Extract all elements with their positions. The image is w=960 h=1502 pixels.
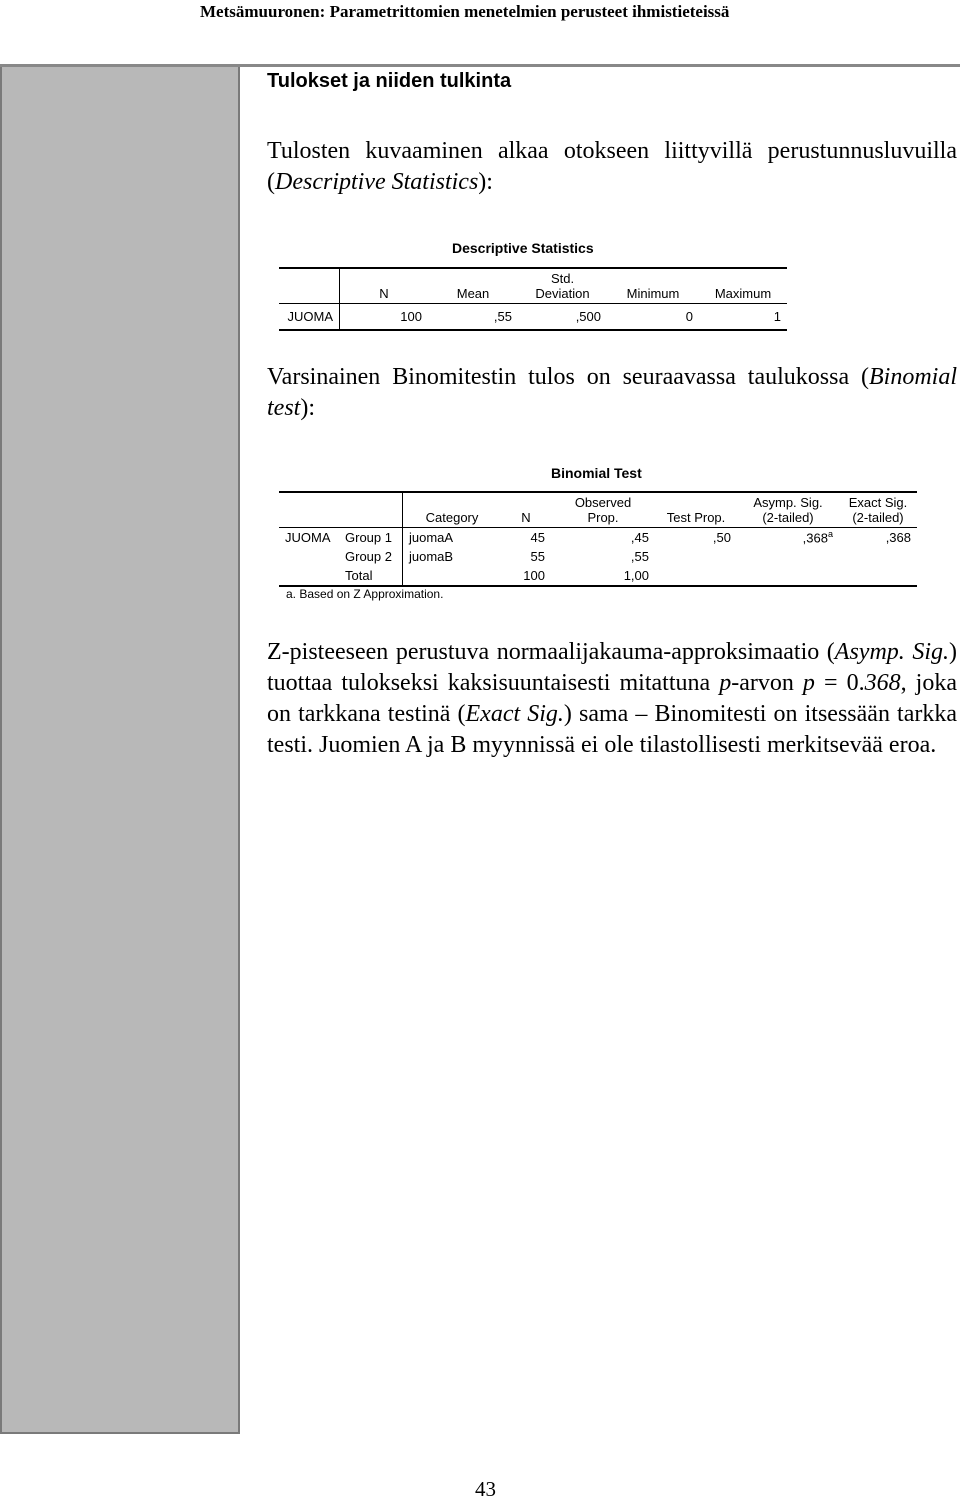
binomial-footnote: [286, 587, 443, 601]
bin-header-observed-2: Prop.: [587, 510, 619, 525]
running-header: [200, 2, 729, 22]
para3-i3: p: [802, 670, 815, 696]
bin-header-exact: [839, 492, 917, 528]
bin-header-testprop: Test Prop.: [666, 510, 726, 525]
bin-exact: ,368: [885, 530, 911, 545]
footnote-mark: a.: [286, 587, 297, 601]
binomial-table-title: Binomial Test: [551, 465, 642, 481]
desc-min: 0: [685, 309, 693, 324]
bin-n: 45: [530, 530, 545, 545]
para2-italic: Binomial test: [267, 364, 957, 421]
desc-header-max: Maximum: [714, 286, 772, 301]
bin-header-asymp-1: Asymp. Sig.: [753, 495, 823, 510]
bin-header-exact-2: (2-tailed): [852, 510, 904, 525]
desc-header-sd-1: Std.: [550, 271, 575, 286]
desc-header-min: Minimum: [626, 286, 680, 301]
bin-obs: ,45: [630, 530, 649, 545]
bin-header-category: Category: [403, 492, 502, 528]
bin-asymp-footnote-mark: a: [827, 529, 833, 540]
bin-empty: [279, 547, 339, 566]
bin-empty: [839, 547, 917, 566]
section-heading: Tulokset ja niiden tulkinta: [267, 70, 512, 92]
table-row: [279, 304, 787, 331]
desc-header-n: N: [340, 268, 429, 304]
paragraph-descriptive: [267, 136, 957, 198]
bin-empty: [403, 566, 502, 586]
bin-header-exact-1: Exact Sig.: [848, 495, 908, 510]
para1-italic: Descriptive Statistics: [275, 169, 479, 195]
para3-t2: ) tuottaa tulokseksi kaksisuuntaisesti mitattuna: [267, 639, 958, 696]
descriptive-statistics-table: [279, 267, 787, 331]
bin-group: Total: [345, 568, 373, 583]
descriptive-table-title: Descriptive Statistics: [452, 240, 594, 256]
para1-end: ):: [478, 169, 493, 195]
desc-n: 100: [340, 304, 429, 331]
bin-obs: ,55: [630, 549, 649, 564]
para3-i4: 368: [864, 670, 901, 696]
bin-category: juomaA: [403, 528, 502, 548]
binomial-test-table: [279, 491, 917, 587]
bin-n: 100: [523, 568, 545, 583]
bin-header-asymp: [737, 492, 839, 528]
table-row: [279, 528, 917, 548]
bin-empty: [655, 547, 737, 566]
bin-header-asymp-2: (2-tailed): [762, 510, 814, 525]
desc-row-label: JUOMA: [287, 309, 333, 324]
desc-header-mean: Mean: [456, 286, 490, 301]
desc-header-sd: [518, 268, 607, 304]
page-number: 43: [475, 1477, 496, 1501]
header-colon: :: [319, 2, 326, 21]
header-author: Metsämuuronen: [200, 2, 320, 21]
para3-i1: Asymp. Sig.: [834, 639, 950, 665]
bin-asymp-value: ,368: [802, 530, 828, 546]
para3-t5: , joka on tarkkana testinä (: [267, 670, 957, 727]
left-margin-bar: [0, 67, 240, 1434]
para2-end: ):: [300, 395, 315, 421]
bin-empty: [839, 566, 917, 586]
bin-obs: 1,00: [623, 568, 649, 583]
bin-empty: [279, 566, 339, 586]
para3-i2: p: [719, 670, 732, 696]
bin-header-n: N: [521, 510, 531, 525]
para2-text: Varsinainen Binomitestin tulos on seuraavassa taulukossa (: [267, 364, 869, 390]
bin-category: juomaB: [403, 547, 502, 566]
bin-testprop: ,50: [712, 530, 731, 545]
bin-n: 55: [530, 549, 545, 564]
para3-t6: ) sama – Binomitesti on itsessään tarkka testi. Juomien A ja B myynnissä ei ole tilastollisesti merkitsevää eroa.: [267, 701, 957, 758]
bin-empty: [737, 566, 839, 586]
desc-header-sd-2: Deviation: [535, 286, 590, 301]
bin-var-label: JUOMA: [285, 530, 331, 545]
para3-t1: Z-pisteeseen perustuva normaalijakauma-approksimaatio (: [267, 639, 835, 665]
para3-i5: Exact Sig.: [465, 701, 564, 727]
paragraph-interpretation: [267, 637, 957, 761]
paragraph-binomial-intro: [267, 362, 957, 424]
desc-max: 1: [773, 309, 781, 324]
bin-group: Group 1: [345, 530, 392, 545]
para3-t3: -arvon: [731, 670, 803, 696]
desc-corner: [279, 268, 340, 304]
bin-asymp: [737, 528, 839, 548]
desc-sd: ,500: [575, 309, 601, 324]
bin-corner-2: [339, 492, 403, 528]
bin-header-observed: [551, 492, 655, 528]
bin-corner-1: [279, 492, 339, 528]
bin-group: Group 2: [345, 549, 392, 564]
bin-empty: [737, 547, 839, 566]
table-row: [279, 566, 917, 586]
bin-empty: [655, 566, 737, 586]
para1-text: Tulosten kuvaaminen alkaa otokseen liittyvillä perustunnusluvuilla (: [267, 138, 957, 195]
footnote-text: Based on Z Approximation.: [299, 587, 444, 601]
table-row: [279, 547, 917, 566]
para3-t4: = 0.: [814, 670, 865, 696]
bin-header-observed-1: Observed: [574, 495, 632, 510]
header-title: Parametrittomien menetelmien perusteet ihmistieteissä: [325, 2, 730, 21]
desc-mean: ,55: [493, 309, 512, 324]
